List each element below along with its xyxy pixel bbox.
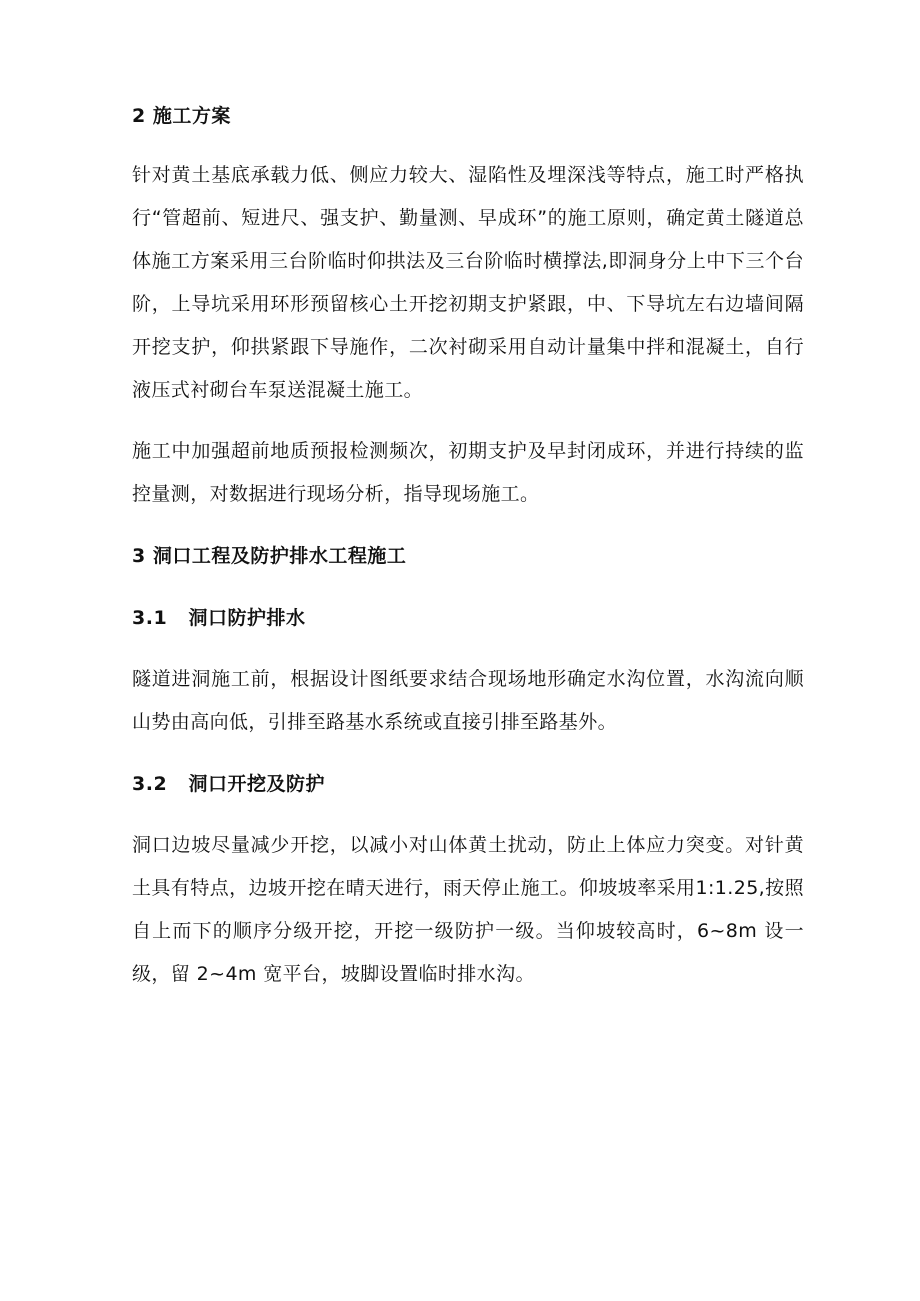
section-2-paragraph-2: 施工中加强超前地质预报检测频次，初期支护及早封闭成环，并进行持续的监控量测，对数据进行现场分析，指导现场施工。 [132, 440, 804, 505]
section-3-1-paragraph: 隧道进洞施工前，根据设计图纸要求结合现场地形确定水沟位置，水沟流向顺山势由高向低，引排至路基水系统或直接引排至路基外。 [132, 668, 804, 733]
section-2-paragraph-1: 针对黄土基底承载力低、侧应力较大、湿陷性及埋深浅等特点，施工时严格执行“管超前、短进尺、强支护、勤量测、早成环”的施工原则，确定黄土隧道总体施工方案采用三台阶临时仰拱法及三台阶临时横撑法,即洞身分上中下三个台阶，上导坑采用环形预留核心土开挖初期支护紧跟，中、下导坑左右边墙间隔开挖支护，仰拱紧跟下导施作，二次衬砌采用自动计量集中拌和混凝土，自行液压式衬砌台车泵送混凝土施工。 [132, 164, 804, 401]
document-body [132, 96, 804, 996]
section-3-heading: 3 洞口工程及防护排水工程施工 [132, 545, 407, 567]
section-3-2-paragraph: 洞口边坡尽量减少开挖，以减小对山体黄土扰动，防止上体应力突变。对针黄土具有特点，边坡开挖在晴天进行，雨天停止施工。仰坡坡率采用1:1.25,按照自上而下的顺序分级开挖，开挖一级防护一级。当仰坡较高时，6~8m 设一级，留 2~4m 宽平台，坡脚设置临时排水沟。 [132, 834, 804, 985]
section-3-2-heading: 3.2 洞口开挖及防护 [132, 773, 326, 795]
section-2-heading: 2 施工方案 [132, 105, 231, 127]
section-3-1-heading: 3.1 洞口防护排水 [132, 607, 306, 629]
